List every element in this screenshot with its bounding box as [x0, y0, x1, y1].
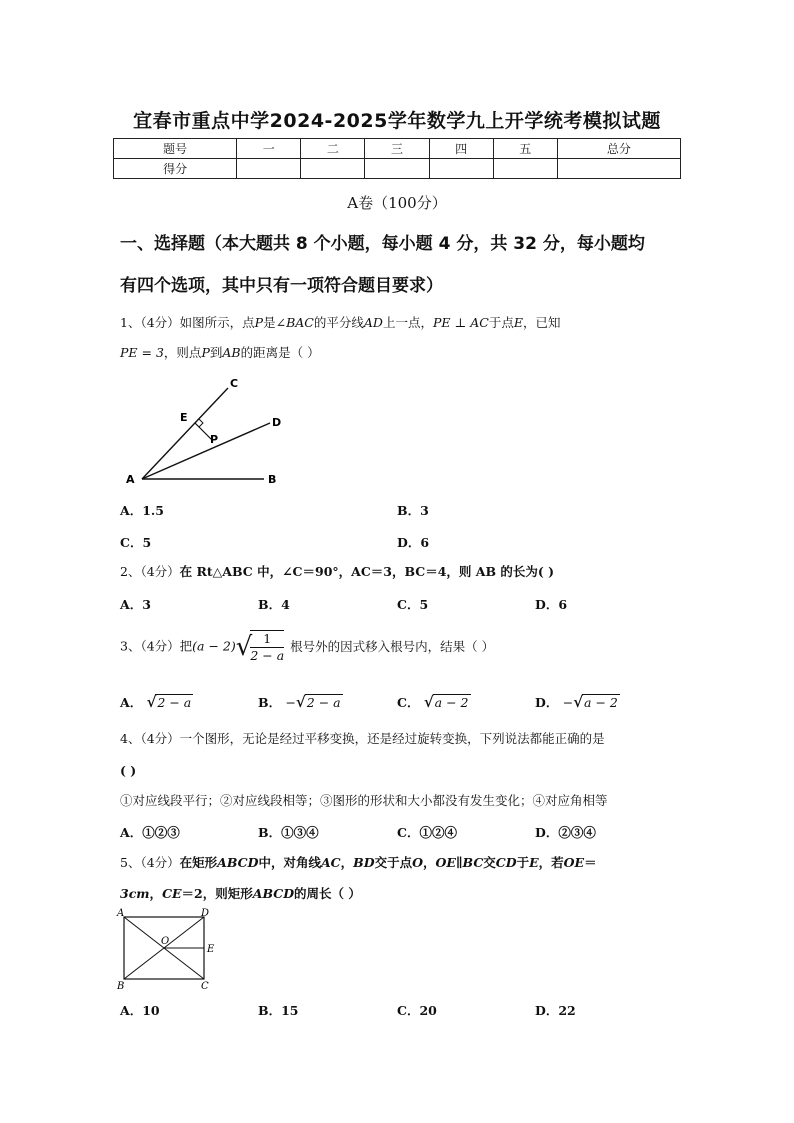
- option-value: 6: [558, 597, 568, 612]
- q3-fraction-denominator: 2 − a: [250, 648, 285, 663]
- q1-text: ，已知: [522, 315, 561, 330]
- q5-option-a[interactable]: [120, 1001, 160, 1019]
- score-header-cell: 二: [301, 139, 365, 159]
- sqrt-icon: √: [146, 693, 157, 711]
- q1-option-b[interactable]: [397, 501, 429, 519]
- q5-math: CD: [495, 855, 517, 870]
- q5-text: ，: [340, 855, 354, 870]
- option-radicand: 2 − a: [157, 695, 192, 710]
- option-label: A．: [120, 597, 143, 612]
- option-sign: −: [285, 695, 296, 710]
- option-label: C．: [397, 1003, 420, 1018]
- option-value: 15: [281, 1003, 299, 1018]
- q5-text: 中，对角线: [258, 855, 321, 870]
- q5-math: ABCD: [217, 855, 259, 870]
- q4-option-a[interactable]: [120, 823, 180, 841]
- q1-math: PE = 3: [120, 345, 164, 360]
- section-a-title: A卷（100分）: [347, 194, 447, 212]
- q1-math: AD: [363, 315, 383, 330]
- q5-math: BD: [353, 855, 375, 870]
- option-label: C．: [397, 695, 420, 710]
- q3-fraction-numerator: 1: [250, 631, 284, 648]
- q5-text: ＝2，则矩形: [181, 886, 253, 901]
- q1-text: 于点: [488, 315, 514, 330]
- q5-label-a: A: [117, 908, 125, 919]
- q1-math: P: [201, 345, 210, 360]
- option-label: A．: [120, 695, 143, 710]
- q5-label-e: E: [207, 944, 215, 955]
- score-header-cell: 题号: [114, 139, 237, 159]
- q1-number: 1、（4分）: [120, 315, 180, 330]
- option-value: 1.5: [142, 503, 164, 518]
- q1-text: 的平分线: [313, 315, 364, 330]
- q1-text: 是: [263, 315, 276, 330]
- exam-title: 宜春市重点中学2024-2025学年数学九上开学统考模拟试题: [133, 110, 661, 132]
- q5-math: OE∥BC: [435, 855, 484, 870]
- q2-option-c[interactable]: [397, 595, 428, 613]
- option-label: B．: [258, 597, 282, 612]
- q3-text: 把: [179, 638, 193, 654]
- q1-label-a: A: [126, 473, 135, 486]
- q1-label-b: B: [268, 473, 277, 486]
- q1-math: E: [513, 315, 523, 330]
- q3-option-c[interactable]: [397, 693, 471, 711]
- q1-text: ，则点: [163, 345, 202, 360]
- q1-math: ∠BAC: [275, 315, 314, 330]
- score-cell[interactable]: [429, 159, 493, 179]
- score-cell[interactable]: [493, 159, 557, 179]
- q5-math: CE: [162, 886, 182, 901]
- q2-line: [120, 564, 554, 580]
- q4-text: 一个图形，无论是经过平移变换，还是经过旋转变换，下列说法都能正确的是: [179, 731, 605, 746]
- q3-fraction: [250, 630, 284, 664]
- q5-number: 5、（4分）: [120, 855, 180, 870]
- q5-line2: [120, 886, 361, 902]
- score-row-label: 得分: [114, 159, 237, 179]
- q5-math: O: [412, 855, 423, 870]
- option-value: 5: [419, 597, 429, 612]
- option-label: B．: [397, 503, 421, 518]
- q3-option-b[interactable]: [258, 693, 343, 711]
- option-value: 5: [142, 535, 152, 550]
- option-label: B．: [258, 825, 282, 840]
- q5-math: OE: [563, 855, 585, 870]
- q2-option-b[interactable]: [258, 595, 290, 613]
- q3-option-a[interactable]: [120, 693, 193, 711]
- q5-text: 在矩形: [179, 855, 218, 870]
- q5-text: 的周长（ ）: [294, 886, 361, 901]
- sqrt-icon: √: [295, 693, 306, 711]
- q1-option-a[interactable]: [120, 501, 164, 519]
- option-value: 4: [281, 597, 290, 612]
- q1-label-d: D: [272, 416, 282, 429]
- q5-label-o: O: [161, 936, 170, 947]
- q4-option-d[interactable]: [535, 823, 596, 841]
- option-label: D．: [397, 535, 421, 550]
- q1-line2: [120, 345, 320, 361]
- q5-option-b[interactable]: [258, 1001, 298, 1019]
- q5-label-c: C: [201, 981, 209, 992]
- score-header-cell: 三: [365, 139, 429, 159]
- option-value: 6: [420, 535, 430, 550]
- q4-paren: ( ): [120, 763, 137, 778]
- q5-math: E: [529, 855, 539, 870]
- sqrt-icon: √: [235, 632, 253, 662]
- q5-option-c[interactable]: [397, 1001, 437, 1019]
- q3-line: [120, 630, 494, 664]
- q1-figure: [118, 374, 293, 489]
- score-cell[interactable]: [301, 159, 365, 179]
- option-label: C．: [397, 597, 420, 612]
- q1-option-c[interactable]: [120, 533, 151, 551]
- q5-label-d: D: [201, 908, 210, 919]
- q1-text: 到: [209, 345, 223, 360]
- option-label: A．: [120, 503, 143, 518]
- q2-option-a[interactable]: [120, 595, 151, 613]
- score-header-cell: 总分: [557, 139, 680, 159]
- q5-option-d[interactable]: [535, 1001, 576, 1019]
- q5-math: ABCD: [252, 886, 295, 901]
- q5-text: 交于点: [374, 855, 413, 870]
- q5-math: 3cm: [120, 886, 150, 901]
- score-table: [113, 138, 681, 179]
- q5-text: ，若: [538, 855, 564, 870]
- q5-label-b: B: [117, 981, 125, 992]
- q5-line1: [120, 855, 597, 871]
- q1-line1: [120, 315, 560, 331]
- q5-figure: [115, 906, 220, 992]
- q5-text: ，: [149, 886, 163, 901]
- option-label: C．: [397, 825, 420, 840]
- q2-text: 在 Rt△ABC 中，∠C＝90°，AC＝3，BC＝4，则 AB 的长为( ): [179, 564, 555, 579]
- option-value: 20: [419, 1003, 437, 1018]
- score-header-cell: 一: [237, 139, 301, 159]
- q1-text: 上一点，: [382, 315, 433, 330]
- score-cell[interactable]: [365, 159, 429, 179]
- q4-statements: ①对应线段平行；②对应线段相等；③图形的形状和大小都没有发生变化；④对应角相等: [120, 793, 608, 808]
- option-value: ①③④: [281, 825, 319, 840]
- score-table-score-row: [114, 159, 681, 179]
- option-label: D．: [535, 597, 559, 612]
- q1-label-c: C: [230, 377, 239, 390]
- option-label: D．: [535, 825, 559, 840]
- q3-text: 根号外的因式移入根号内，结果（ ）: [290, 638, 495, 654]
- q3-option-d[interactable]: [535, 693, 620, 711]
- option-label: A．: [120, 825, 143, 840]
- q1-label-p: P: [210, 433, 219, 446]
- q5-math: AC: [320, 855, 341, 870]
- q5-text: 交: [483, 855, 496, 870]
- score-header-cell: 五: [493, 139, 557, 159]
- q1-option-d[interactable]: [397, 533, 429, 551]
- option-value: 22: [558, 1003, 576, 1018]
- option-label: D．: [535, 695, 559, 710]
- q1-ray-ad: [142, 423, 270, 479]
- q5-text: ，: [422, 855, 436, 870]
- q2-option-d[interactable]: [535, 595, 567, 613]
- q3-number: 3、（4分）: [120, 638, 180, 654]
- option-value: 3: [142, 597, 151, 612]
- option-value: ①②④: [419, 825, 457, 840]
- q1-text: 如图所示，点: [179, 315, 255, 330]
- option-radicand: a − 2: [584, 695, 618, 710]
- score-header-cell: 四: [429, 139, 493, 159]
- score-cell[interactable]: [237, 159, 301, 179]
- q1-label-e: E: [180, 411, 188, 424]
- q4-number: 4、（4分）: [120, 731, 180, 746]
- score-cell[interactable]: [557, 159, 680, 179]
- option-value: ①②③: [142, 825, 180, 840]
- q4-line1: [120, 731, 605, 747]
- option-label: C．: [120, 535, 143, 550]
- score-table-header-row: [114, 139, 681, 159]
- q1-text: 的距离是（ ）: [240, 345, 320, 360]
- q3-factor: (a − 2): [192, 638, 236, 654]
- option-label: B．: [258, 695, 282, 710]
- option-value: ②③④: [558, 825, 596, 840]
- part1-heading-line2: 有四个选项，其中只有一项符合题目要求）: [120, 276, 443, 296]
- option-value: 10: [142, 1003, 160, 1018]
- q5-text: 于: [516, 855, 530, 870]
- q1-right-angle-mark: [199, 419, 203, 427]
- sqrt-icon: √: [423, 693, 434, 711]
- option-label: A．: [120, 1003, 143, 1018]
- q4-option-c[interactable]: [397, 823, 457, 841]
- part1-heading-line1: 一、选择题（本大题共 8 个小题，每小题 4 分，共 32 分，每小题均: [120, 234, 645, 254]
- option-value: 3: [420, 503, 429, 518]
- option-sign: −: [562, 695, 574, 710]
- option-radicand: 2 − a: [306, 695, 341, 710]
- q2-number: 2、（4分）: [120, 564, 180, 579]
- option-label: D．: [535, 1003, 559, 1018]
- q4-option-b[interactable]: [258, 823, 319, 841]
- q5-text: ＝: [584, 855, 597, 870]
- q1-math: AB: [222, 345, 241, 360]
- q1-math: P: [254, 315, 264, 330]
- sqrt-icon: √: [573, 693, 584, 711]
- q1-math: PE ⊥ AC: [432, 315, 489, 330]
- option-radicand: a − 2: [434, 695, 469, 710]
- option-label: B．: [258, 1003, 282, 1018]
